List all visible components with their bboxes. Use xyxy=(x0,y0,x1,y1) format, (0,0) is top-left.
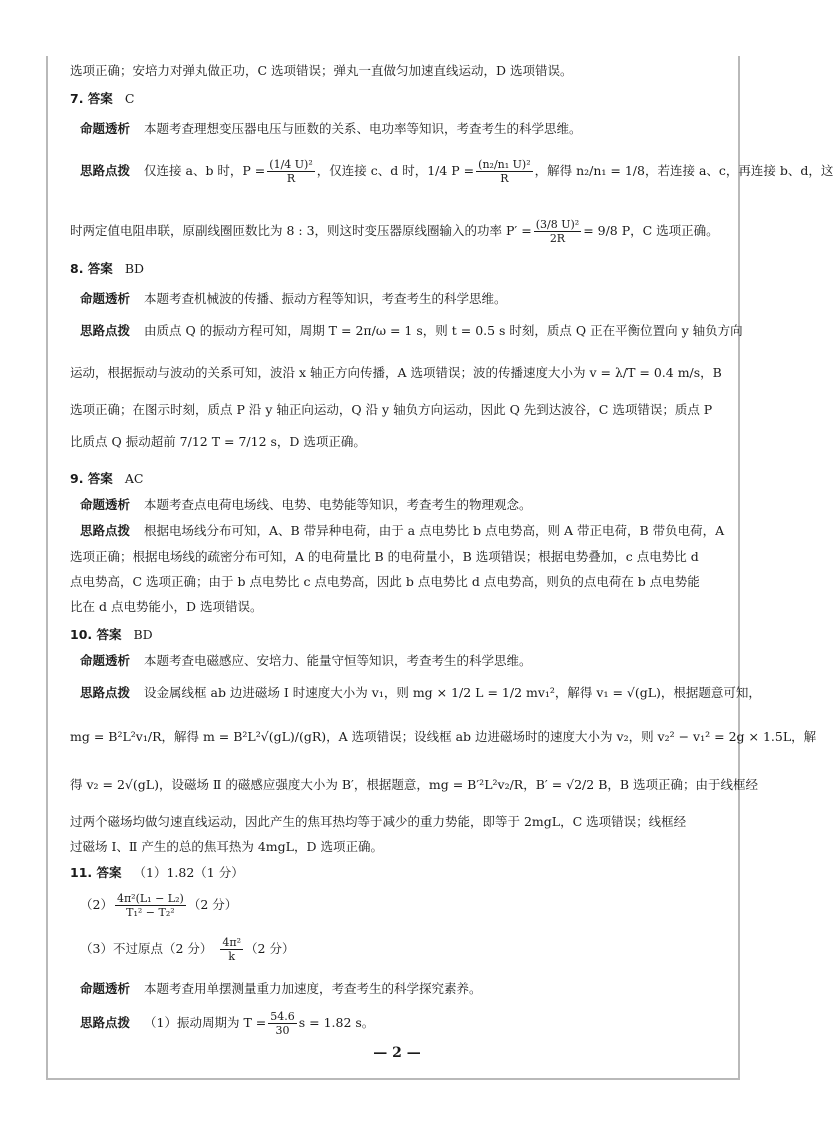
analysis-line: 命题透析 本题考查机械波的传播、振动方程等知识，考查考生的科学思维。 xyxy=(80,291,507,306)
answer-heading-9: 9. 答案 AC xyxy=(70,471,144,486)
text-line: 选项正确；安培力对弹丸做正功，C 选项错误；弹丸一直做匀加速直线运动，D 选项错误。 xyxy=(70,63,573,78)
analysis-line: 命题透析 本题考查点电荷电场线、电势、电势能等知识，考查考生的物理观念。 xyxy=(80,497,532,512)
solution-line: 时两定值电阻串联，原副线圈匝数比为 8 : 3，则这时变压器原线圈输入的功率 P′ = $\frac{\text{(3/8 U)²}}{2R}$ = 9/8 P，C 选项正确。 xyxy=(70,218,719,245)
solution-line: 思路点拨 根据电场线分布可知，A、B 带异种电荷，由于 a 点电势比 b 点电势高，则 A 带正电荷，B 带负电荷，A xyxy=(80,523,725,538)
fraction: $\frac{54.6}{30}$ xyxy=(270,1010,295,1037)
page-frame xyxy=(46,56,740,1080)
solution-line: 点电势高，C 选项正确；由于 b 点电势比 c 点电势高，因此 b 点电势比 d 点电势高，则负的点电荷在 b 点电势能 xyxy=(70,574,700,589)
fraction: $\frac{\text{(3/8 U)²}}{2R}$ xyxy=(535,218,580,245)
solution-line: 比质点 Q 振动超前 7/12 T = 7/12 s，D 选项正确。 xyxy=(70,434,366,449)
solution-line: 得 v₂ = 2√(gL)，设磁场 Ⅱ 的磁感应强度大小为 B′，根据题意，mg = B′²L²v₂/R，B′ = √2/2 B，B 选项正确；由于线框经 xyxy=(70,777,759,792)
answer-heading-11: 11. 答案 （1）1.82（1 分） xyxy=(70,865,244,880)
fraction: $\frac{\text{(1/4 U)²}}{R}$ xyxy=(269,158,313,185)
analysis-line: 命题透析 本题考查理想变压器电压与匝数的关系、电功率等知识，考查考生的科学思维。 xyxy=(80,121,582,136)
analysis-line: 命题透析 本题考查电磁感应、安培力、能量守恒等知识，考查考生的科学思维。 xyxy=(80,653,532,668)
solution-line: 思路点拨 设金属线框 ab 边进磁场 Ⅰ 时速度大小为 v₁，则 mg × 1/2 L = 1/2 mv₁²，解得 v₁ = √(gL)，根据题意可知， xyxy=(80,685,761,700)
solution-line: 选项正确；根据电场线的疏密分布可知，A 的电荷量比 B 的电荷量小，B 选项错误；根据电势叠加，c 点电势比 d xyxy=(70,549,699,564)
answer-heading-10: 10. 答案 BD xyxy=(70,627,153,642)
solution-line: 过两个磁场均做匀速直线运动，因此产生的焦耳热均等于减少的重力势能，即等于 2mgL，C 选项错误；线框经 xyxy=(70,814,687,829)
solution-line: 选项正确；在图示时刻，质点 P 沿 y 轴正向运动，Q 沿 y 轴负方向运动，因此 Q 先到达波谷，C 选项错误；质点 P xyxy=(70,402,713,417)
solution-line: 思路点拨 由质点 Q 的振动方程可知，周期 T = 2π/ω = 1 s，则 t = 0.5 s 时刻，质点 Q 正在平衡位置向 y 轴负方向 xyxy=(80,323,743,338)
solution-line: 思路点拨 仅连接 a、b 时，P = $\frac{\text{(1/4 U)²}}{R}$ ，仅连接 c、d 时，1/4 P = $\frac{\text{(n₂/n₁ U)²}}{R}$ ，解得 n₂/n₁ = 1/8，若连接 a、c，再连接 b、d，这 xyxy=(80,158,833,185)
solution-line: mg = B²L²v₁/R，解得 m = B²L²√(gL)/(gR)，A 选项错误；设线框 ab 边进磁场时的速度大小为 v₂，则 v₂² − v₁² = 2g × 1.5L，解 xyxy=(70,729,817,744)
fraction: $\frac{\text{4π²}}{k}$ xyxy=(222,936,242,963)
answer-heading-8: 8. 答案 BD xyxy=(70,261,145,276)
solution-line: 比在 d 点电势能小，D 选项错误。 xyxy=(70,599,263,614)
answer-part: （3）不过原点（2 分） $\frac{\text{4π²}}{k}$ （2 分） xyxy=(80,936,295,963)
fraction: $\frac{\text{4π²(L₁ − L₂)}}{\text{T₁² − T₂²}}$ xyxy=(116,892,184,919)
fraction: $\frac{\text{(n₂/n₁ U)²}}{R}$ xyxy=(478,158,531,185)
solution-line: 过磁场 Ⅰ、Ⅱ 产生的总的焦耳热为 4mgL，D 选项正确。 xyxy=(70,839,383,854)
answer-heading-7: 7. 答案 C xyxy=(70,91,135,106)
solution-line: 运动，根据振动与波动的关系可知，波沿 x 轴正方向传播，A 选项错误；波的传播速度大小为 v = λ/T = 0.4 m/s，B xyxy=(70,365,722,380)
solution-line: 思路点拨 （1）振动周期为 T = $\frac{54.6}{30}$ s = 1.82 s。 xyxy=(80,1010,375,1037)
answer-part: （2） $\frac{\text{4π²(L₁ − L₂)}}{\text{T₁² − T₂²}}$ （2 分） xyxy=(80,892,238,919)
page-number: — 2 — xyxy=(373,1045,421,1061)
analysis-line: 命题透析 本题考查用单摆测量重力加速度，考查考生的科学探究素养。 xyxy=(80,981,482,996)
